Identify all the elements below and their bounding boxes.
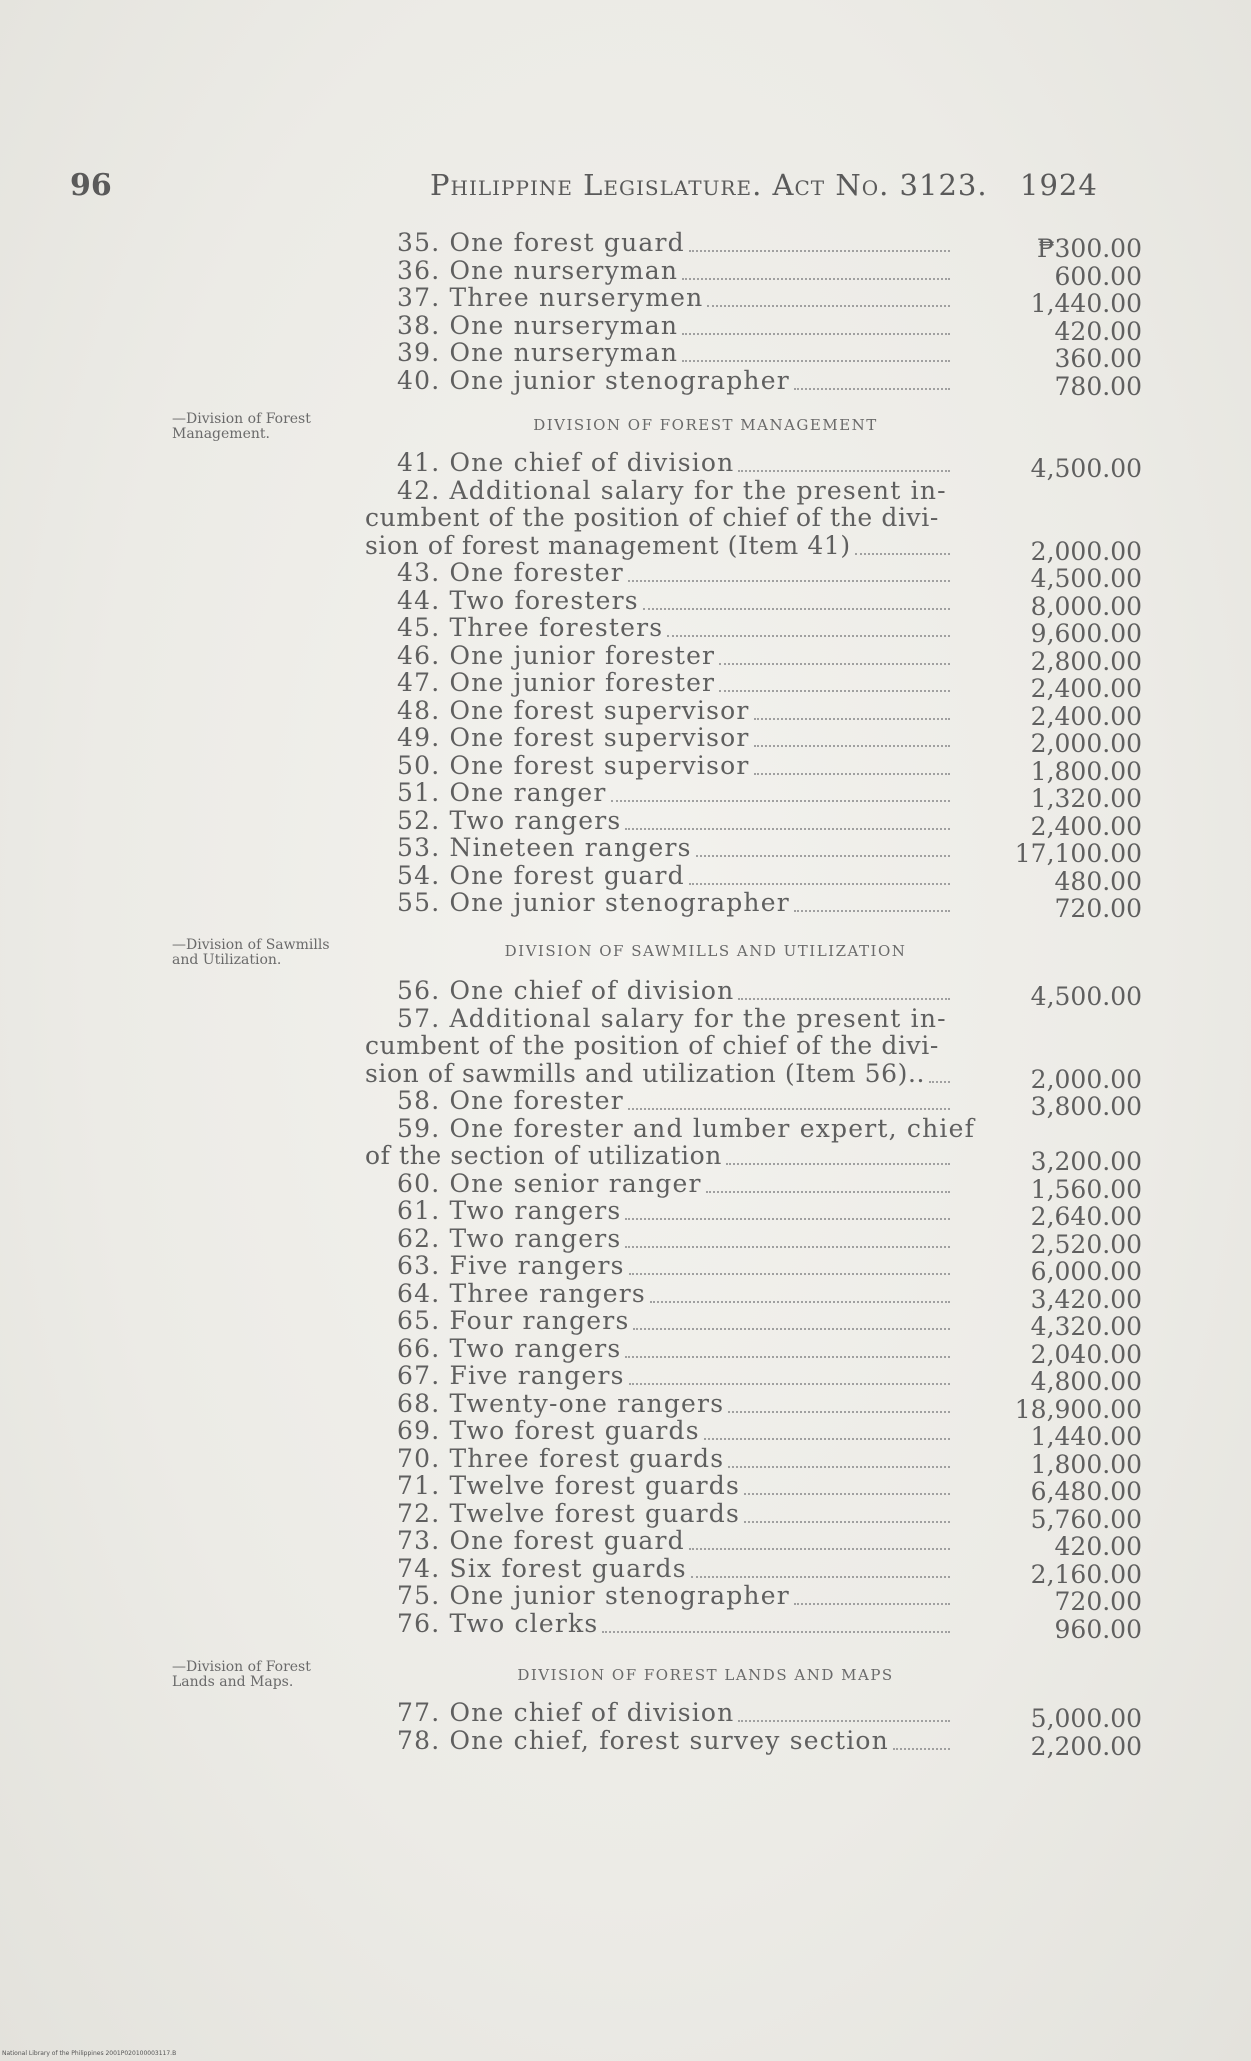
- line-item-amount: 8,000.00: [1030, 591, 1142, 621]
- section-heading: DIVISION OF FOREST MANAGEMENT: [533, 416, 878, 434]
- line-item: [0, 613, 1251, 648]
- side-note-line: and Utilization.: [172, 952, 282, 968]
- line-item-amount: 17,100.00: [1014, 839, 1142, 868]
- line-item-amount: 4,320.00: [1030, 1312, 1142, 1341]
- line-item-label: 45. Three foresters: [397, 613, 664, 642]
- dot-leader: [929, 1081, 950, 1083]
- line-item-amount: 3,200.00: [1030, 1147, 1142, 1176]
- dot-leader: [728, 1411, 950, 1413]
- line-item: [0, 1553, 1251, 1589]
- line-item-label: 77. One chief of division: [397, 1698, 735, 1727]
- line-item: [0, 365, 1251, 401]
- line-item-label: 58. One forester: [397, 1086, 624, 1115]
- line-item-amount: 1,800.00: [1030, 1449, 1142, 1479]
- dot-leader: [682, 360, 950, 362]
- line-item-amount: 2,400.00: [1030, 811, 1142, 841]
- line-item-label: 62. Two rangers: [397, 1223, 622, 1253]
- line-item: [0, 723, 1251, 758]
- line-item-label: sion of forest management (Item 41): [365, 530, 851, 560]
- line-item-label: 66. Two rangers: [397, 1333, 622, 1363]
- dot-leader: [706, 1191, 950, 1193]
- line-item-label: of the section of utilization: [365, 1141, 722, 1170]
- dot-leader: [738, 998, 950, 1000]
- line-item-label: 36. One nurseryman: [397, 255, 679, 285]
- dot-leader: [696, 855, 950, 857]
- line-item-label: 71. Twelve forest guards: [397, 1471, 741, 1500]
- dot-leader: [855, 553, 950, 555]
- line-item-amount: 2,520.00: [1030, 1229, 1142, 1259]
- line-item-label: 73. One forest guard: [397, 1526, 685, 1555]
- line-item-label: 76. Two clerks: [397, 1608, 599, 1638]
- line-item: [0, 860, 1251, 896]
- line-item: [0, 448, 1251, 483]
- line-item-amount: ₱300.00: [1036, 234, 1142, 263]
- line-item: [0, 1086, 1251, 1121]
- line-item: [0, 1388, 1251, 1424]
- dot-leader: [726, 1163, 950, 1165]
- line-item-label: 48. One forest supervisor: [397, 695, 750, 725]
- line-item-label: 74. Six forest guards: [397, 1553, 687, 1583]
- line-item-amount: 2,000.00: [1030, 536, 1142, 566]
- line-item-label: 63. Five rangers: [397, 1251, 625, 1280]
- line-item-amount: 1,440.00: [1030, 1422, 1142, 1451]
- line-item: [0, 1698, 1251, 1733]
- dot-leader: [650, 1301, 950, 1303]
- line-item-label: 42. Additional salary for the present in-: [397, 475, 947, 505]
- dot-leader: [643, 608, 950, 610]
- line-item: [0, 1361, 1251, 1396]
- line-item-label: 46. One junior forester: [397, 640, 716, 670]
- line-item: [0, 668, 1251, 703]
- line-item-amount: 720.00: [1054, 1587, 1142, 1616]
- dot-leader: [744, 1493, 950, 1495]
- line-item: [0, 805, 1251, 841]
- line-item: [0, 255, 1251, 291]
- line-item: [0, 310, 1251, 346]
- line-item-amount: 2,000.00: [1030, 1064, 1142, 1094]
- dot-leader: [628, 580, 950, 582]
- line-item: [0, 1031, 1251, 1059]
- line-item: [0, 1725, 1251, 1761]
- line-item: [0, 640, 1251, 676]
- dot-leader: [682, 278, 950, 280]
- line-item-amount: 9,600.00: [1030, 619, 1142, 648]
- page-number: 96: [70, 168, 112, 203]
- line-item: [0, 530, 1251, 566]
- line-item-label: 44. Two foresters: [397, 585, 639, 615]
- line-item-label: 72. Twelve forest guards: [397, 1498, 741, 1528]
- line-item: [0, 585, 1251, 621]
- line-item: [0, 1114, 1251, 1142]
- line-item-label: 53. Nineteen rangers: [397, 833, 692, 862]
- line-item-label: cumbent of the position of chief of the divi-: [365, 1031, 939, 1060]
- side-note-line: Lands and Maps.: [172, 1674, 294, 1690]
- line-item-label: 67. Five rangers: [397, 1361, 625, 1390]
- line-item: [0, 1058, 1251, 1094]
- line-item-label: 60. One senior ranger: [397, 1168, 702, 1198]
- line-item-label: 56. One chief of division: [397, 976, 735, 1005]
- line-item-amount: 3,800.00: [1030, 1092, 1142, 1121]
- line-item: [0, 1526, 1251, 1561]
- line-item: [0, 1498, 1251, 1534]
- running-head: [430, 168, 1098, 202]
- dot-leader: [744, 1521, 950, 1523]
- footer-credit: National Library of the Philippines 2001P020100003117.B: [2, 2050, 177, 2057]
- dot-leader: [628, 1108, 950, 1110]
- line-item-amount: 780.00: [1054, 371, 1142, 401]
- line-item-amount: 1,440.00: [1030, 289, 1142, 318]
- line-item: [0, 750, 1251, 786]
- dot-leader: [633, 1328, 950, 1330]
- dot-leader: [611, 800, 950, 802]
- dot-leader: [629, 1383, 950, 1385]
- line-item-label: 69. Two forest guards: [397, 1416, 700, 1445]
- line-item-label: sion of sawmills and utilization (Item 56)..: [365, 1058, 926, 1088]
- section-heading: DIVISION OF SAWMILLS AND UTILIZATION: [504, 942, 907, 960]
- line-item: [0, 1251, 1251, 1286]
- side-note-line: —Division of Forest: [172, 1659, 311, 1675]
- line-item-amount: 2,400.00: [1030, 674, 1142, 703]
- line-item: [0, 695, 1251, 731]
- line-item-amount: 1,560.00: [1030, 1174, 1142, 1204]
- line-item-label: 55. One junior stenographer: [397, 888, 790, 917]
- line-item-label: 70. Three forest guards: [397, 1443, 725, 1473]
- dot-leader: [893, 1748, 950, 1750]
- line-item-label: cumbent of the position of chief of the divi-: [365, 503, 939, 532]
- line-item-amount: 2,800.00: [1030, 646, 1142, 676]
- line-item-amount: 2,640.00: [1030, 1202, 1142, 1231]
- dot-leader: [728, 1466, 950, 1468]
- line-item-label: 61. Two rangers: [397, 1196, 622, 1225]
- dot-leader: [754, 745, 950, 747]
- dot-leader: [682, 333, 950, 335]
- line-item: [0, 476, 1251, 504]
- line-item: [0, 778, 1251, 813]
- line-item-amount: 2,040.00: [1030, 1339, 1142, 1369]
- dot-leader: [704, 1438, 950, 1440]
- line-item-amount: 480.00: [1054, 866, 1142, 896]
- line-item: [0, 1223, 1251, 1259]
- line-item-label: 35. One forest guard: [397, 228, 685, 257]
- line-item: [0, 1581, 1251, 1616]
- line-item: [0, 1004, 1251, 1032]
- side-note-line: —Division of Forest: [172, 411, 311, 427]
- dot-leader: [754, 718, 950, 720]
- dot-leader: [625, 1356, 950, 1358]
- line-item-amount: 4,500.00: [1030, 564, 1142, 593]
- line-item-amount: 720.00: [1054, 894, 1142, 923]
- line-item: [0, 1278, 1251, 1314]
- line-item-label: 51. One ranger: [397, 778, 607, 807]
- line-item: [0, 338, 1251, 373]
- line-item-label: 37. Three nurserymen: [397, 283, 704, 312]
- line-item-label: 52. Two rangers: [397, 805, 622, 835]
- line-item-amount: 2,160.00: [1030, 1559, 1142, 1589]
- line-item-amount: 420.00: [1054, 1532, 1142, 1561]
- line-item-label: 49. One forest supervisor: [397, 723, 750, 752]
- side-note-line: Management.: [172, 426, 270, 442]
- dot-leader: [707, 305, 950, 307]
- line-item-amount: 3,420.00: [1030, 1284, 1142, 1314]
- line-item: [0, 1416, 1251, 1451]
- line-item-label: 78. One chief, forest survey section: [397, 1725, 889, 1755]
- line-item-label: 75. One junior stenographer: [397, 1581, 790, 1610]
- line-item-amount: 6,000.00: [1030, 1257, 1142, 1286]
- dot-leader: [689, 883, 950, 885]
- line-item-amount: 5,000.00: [1030, 1704, 1142, 1733]
- dot-leader: [794, 388, 950, 390]
- line-item-label: 40. One junior stenographer: [397, 365, 790, 395]
- line-item: [0, 503, 1251, 531]
- line-item: [0, 1306, 1251, 1341]
- line-item-amount: 600.00: [1054, 261, 1142, 291]
- running-head-year: 1924: [1020, 168, 1098, 202]
- dot-leader: [738, 470, 950, 472]
- line-item-label: 47. One junior forester: [397, 668, 716, 697]
- dot-leader: [691, 1576, 950, 1578]
- line-item: [0, 1471, 1251, 1506]
- line-item-label: 43. One forester: [397, 558, 624, 587]
- line-item-amount: 6,480.00: [1030, 1477, 1142, 1506]
- dot-leader: [629, 1273, 950, 1275]
- line-item: [0, 888, 1251, 923]
- line-item-label: 57. Additional salary for the present in-: [397, 1003, 947, 1033]
- line-item-amount: 18,900.00: [1014, 1394, 1142, 1424]
- dot-leader: [719, 690, 950, 692]
- line-item: [0, 976, 1251, 1011]
- line-item-label: 59. One forester and lumber expert, chief: [397, 1113, 976, 1143]
- dot-leader: [794, 1603, 950, 1605]
- line-item: [0, 1141, 1251, 1176]
- side-note-line: —Division of Sawmills: [172, 937, 330, 953]
- line-item-amount: 2,400.00: [1030, 701, 1142, 731]
- line-item-label: 68. Twenty-one rangers: [397, 1388, 725, 1418]
- line-item: [0, 1443, 1251, 1479]
- line-item-amount: 1,320.00: [1030, 784, 1142, 813]
- line-item-amount: 420.00: [1054, 316, 1142, 346]
- line-item-amount: 4,800.00: [1030, 1367, 1142, 1396]
- line-item-label: 39. One nurseryman: [397, 338, 679, 367]
- line-item-label: 65. Four rangers: [397, 1306, 630, 1335]
- dot-leader: [667, 635, 950, 637]
- dot-leader: [719, 663, 950, 665]
- line-item: [0, 1196, 1251, 1231]
- line-item-amount: 960.00: [1054, 1614, 1142, 1644]
- line-item-amount: 2,000.00: [1030, 729, 1142, 758]
- dot-leader: [625, 828, 950, 830]
- line-item-label: 64. Three rangers: [397, 1278, 646, 1308]
- section-heading: DIVISION OF FOREST LANDS AND MAPS: [517, 1666, 894, 1684]
- dot-leader: [689, 1548, 950, 1550]
- dot-leader: [689, 250, 950, 252]
- line-item: [0, 1608, 1251, 1644]
- dot-leader: [754, 773, 950, 775]
- line-item-amount: 4,500.00: [1030, 982, 1142, 1011]
- dot-leader: [625, 1246, 950, 1248]
- line-item: [0, 228, 1251, 263]
- line-item: [0, 1333, 1251, 1369]
- line-item-label: 54. One forest guard: [397, 860, 685, 890]
- line-item-amount: 4,500.00: [1030, 454, 1142, 483]
- line-item: [0, 1168, 1251, 1204]
- line-item-label: 50. One forest supervisor: [397, 750, 750, 780]
- line-item-label: 38. One nurseryman: [397, 310, 679, 340]
- dot-leader: [738, 1720, 950, 1722]
- dot-leader: [625, 1218, 950, 1220]
- line-item-amount: 5,760.00: [1030, 1504, 1142, 1534]
- dot-leader: [602, 1631, 950, 1633]
- line-item: [0, 283, 1251, 318]
- running-head-title: Philippine Legislature. Act No. 3123.: [430, 168, 988, 202]
- line-item: [0, 833, 1251, 868]
- line-item: [0, 558, 1251, 593]
- dot-leader: [794, 910, 950, 912]
- line-item-amount: 2,200.00: [1030, 1731, 1142, 1761]
- line-item-amount: 360.00: [1054, 344, 1142, 373]
- line-item-amount: 1,800.00: [1030, 756, 1142, 786]
- line-item-label: 41. One chief of division: [397, 448, 735, 477]
